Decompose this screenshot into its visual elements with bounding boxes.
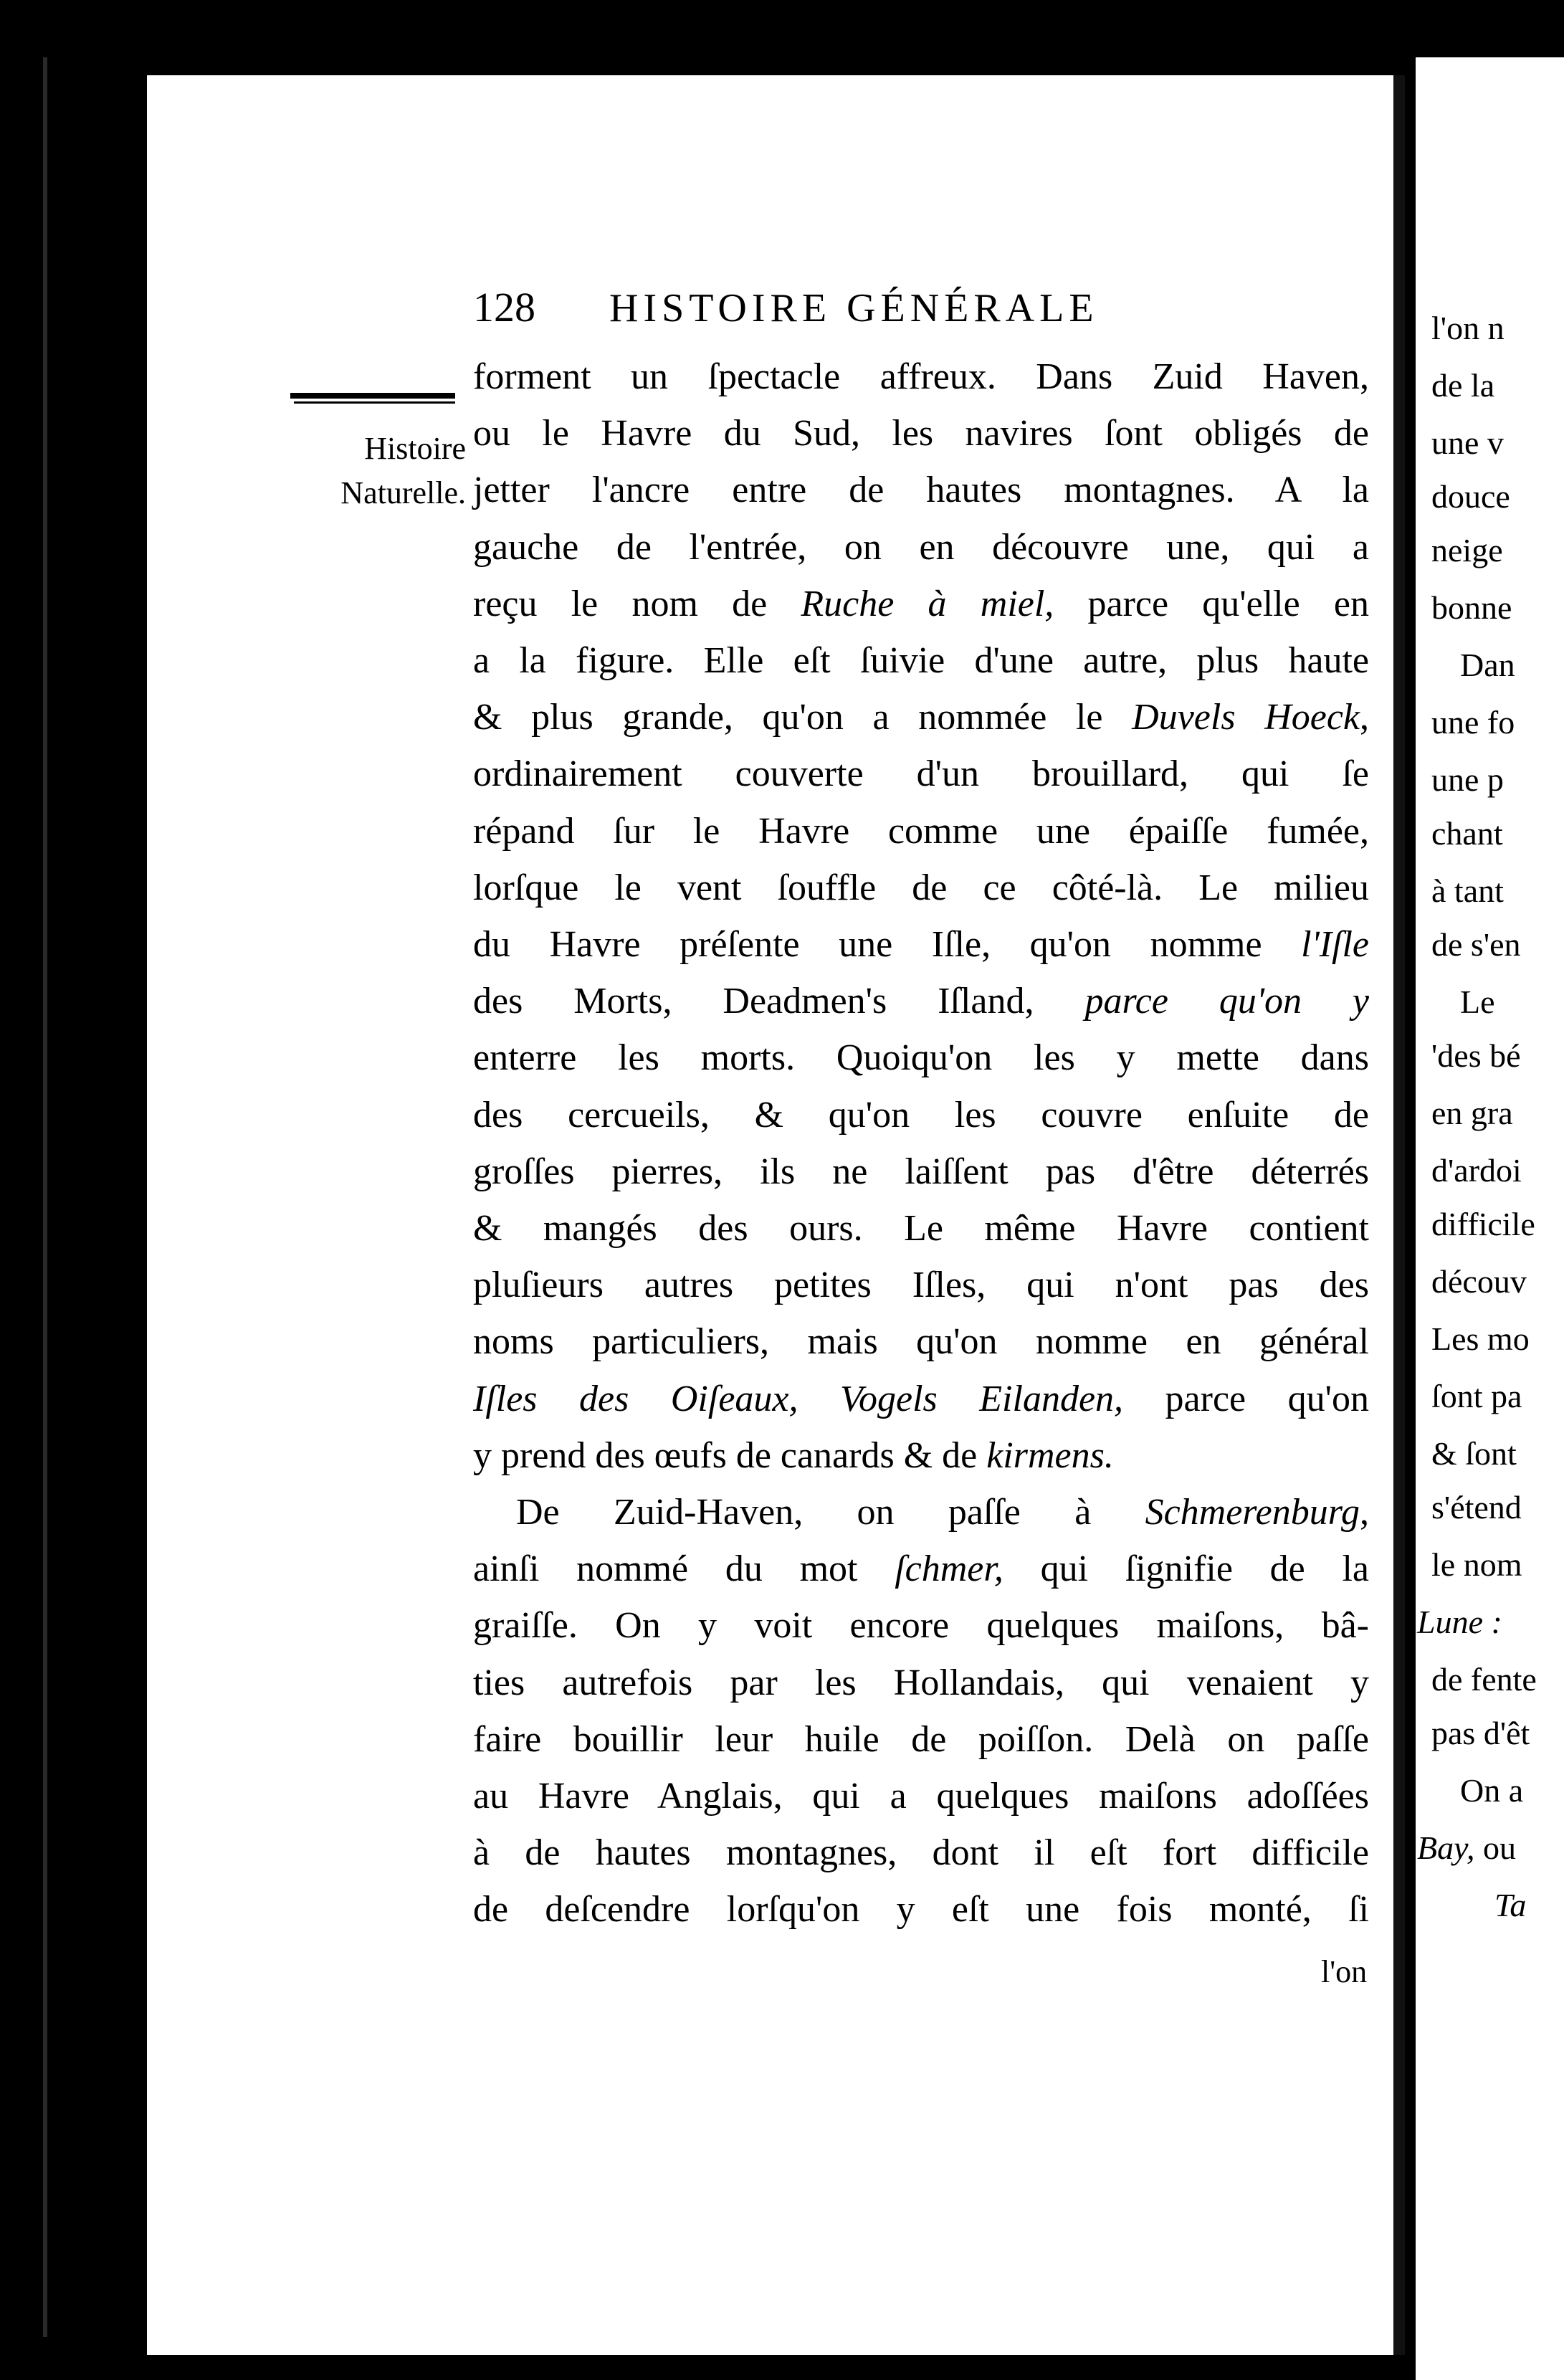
- text-line: graiſſe. On y voit encore quelques maiſons, bâ-: [473, 1605, 1369, 1647]
- facing-text-line: en gra: [1431, 1095, 1513, 1131]
- facing-text-line: Le: [1460, 984, 1495, 1020]
- facing-text-line: le nom: [1431, 1546, 1522, 1583]
- facing-text-line: de fente: [1431, 1661, 1537, 1698]
- text-line: des Morts, Deadmen's Iſland, parce qu'on y: [473, 981, 1369, 1022]
- text-line: au Havre Anglais, qui a quelques maiſons adoſſées: [473, 1776, 1369, 1817]
- text-line: & plus grande, qu'on a nommée le Duvels Hoeck,: [473, 697, 1369, 738]
- page-gutter-shadow: [1393, 75, 1405, 2355]
- facing-text-line: s'étend: [1431, 1489, 1522, 1525]
- facing-text-line: l'on n: [1431, 310, 1505, 346]
- facing-text-line: difficile: [1431, 1206, 1535, 1242]
- binding-edge: [43, 57, 47, 2337]
- facing-text-line: bonne: [1431, 589, 1512, 626]
- text-line: y prend des œufs de canards & de kirmens.: [473, 1434, 1114, 1476]
- facing-text-line: de la: [1431, 367, 1495, 404]
- text-line: répand ſur le Havre comme une épaiſſe fumée,: [473, 810, 1369, 852]
- facing-text-line: douce: [1431, 478, 1510, 515]
- facing-page: [1416, 57, 1564, 2380]
- text-line: Iſles des Oiſeaux, Vogels Eilanden, parce qu'on: [473, 1378, 1369, 1419]
- facing-text-line: Bay, ou: [1417, 1829, 1516, 1866]
- facing-text-line: Ta: [1494, 1887, 1527, 1923]
- facing-text-line: à tant: [1431, 872, 1504, 909]
- facing-text-line: 'des bé: [1431, 1037, 1521, 1074]
- text-line: groſſes pierres, ils ne laiſſent pas d'être déterrés: [473, 1151, 1369, 1192]
- facing-text-line: neige: [1431, 532, 1503, 568]
- text-line: ties autrefois par les Hollandais, qui venaient y: [473, 1662, 1369, 1703]
- text-line: noms particuliers, mais qu'on nomme en général: [473, 1321, 1369, 1363]
- facing-text-line: On a: [1460, 1772, 1524, 1809]
- text-line: enterre les morts. Quoiqu'on les y mette dans: [473, 1037, 1369, 1079]
- facing-text-line: de s'en: [1431, 926, 1521, 963]
- facing-text-line: ſont pa: [1431, 1378, 1522, 1414]
- text-line: ainſi nommé du mot ſchmer, qui ſignifie de la: [473, 1548, 1369, 1590]
- text-line: des cercueils, & qu'on les couvre enſuite de: [473, 1094, 1369, 1136]
- text-line: De Zuid-Haven, on paſſe à Schmerenburg,: [516, 1492, 1369, 1533]
- facing-text-line: une v: [1431, 424, 1504, 461]
- facing-text-line: & ſont: [1431, 1435, 1517, 1472]
- margin-note-line-1: Histoire: [364, 431, 466, 466]
- text-line: & mangés des ours. Le même Havre contient: [473, 1208, 1369, 1249]
- text-line: forment un ſpectacle affreux. Dans Zuid Haven,: [473, 356, 1369, 397]
- book-binding: [0, 0, 151, 2380]
- text-line: gauche de l'entrée, on en découvre une, qui a: [473, 526, 1369, 568]
- facing-text-line: découv: [1431, 1263, 1527, 1300]
- facing-text-line: Dan: [1460, 647, 1515, 683]
- text-line: de deſcendre lorſqu'on y eſt une fois monté, ſi: [473, 1889, 1369, 1931]
- margin-rule-thin: [294, 401, 455, 404]
- text-line: à de hautes montagnes, dont il eſt fort difficile: [473, 1832, 1369, 1874]
- facing-text-line: Les mo: [1431, 1320, 1530, 1357]
- page-number: 128: [473, 284, 535, 330]
- text-line: pluſieurs autres petites Iſles, qui n'ont pas des: [473, 1265, 1369, 1306]
- text-line: jetter l'ancre entre de hautes montagnes. A la: [473, 470, 1369, 511]
- catchword: l'on: [1321, 1954, 1368, 1989]
- facing-text-line: chant: [1431, 815, 1503, 852]
- text-line: du Havre préſente une Iſle, qu'on nomme l'Iſle: [473, 924, 1369, 965]
- facing-text-line: Lune :: [1417, 1604, 1502, 1640]
- running-title: HISTOIRE GÉNÉRALE: [609, 286, 1099, 330]
- facing-text-line: pas d'êt: [1431, 1715, 1530, 1751]
- margin-rule: [290, 393, 455, 399]
- text-line: reçu le nom de Ruche à miel, parce qu'elle en: [473, 583, 1370, 624]
- facing-text-line: d'ardoi: [1431, 1152, 1522, 1189]
- text-line: a la figure. Elle eſt ſuivie d'une autre, plus haute: [473, 640, 1369, 681]
- text-line: ordinairement couverte d'un brouillard, qui ſe: [473, 753, 1369, 795]
- margin-note-line-2: Naturelle.: [340, 475, 466, 510]
- text-line: faire bouillir leur huile de poiſſon. Delà on paſſe: [473, 1718, 1369, 1760]
- facing-text-line: une p: [1431, 761, 1504, 798]
- facing-text-line: une fo: [1431, 704, 1515, 741]
- margin-note: [294, 427, 466, 515]
- text-line: lorſque le vent ſouffle de ce côté-là. Le milieu: [473, 867, 1369, 908]
- text-line: ou le Havre du Sud, les navires ſont obligés de: [473, 413, 1369, 454]
